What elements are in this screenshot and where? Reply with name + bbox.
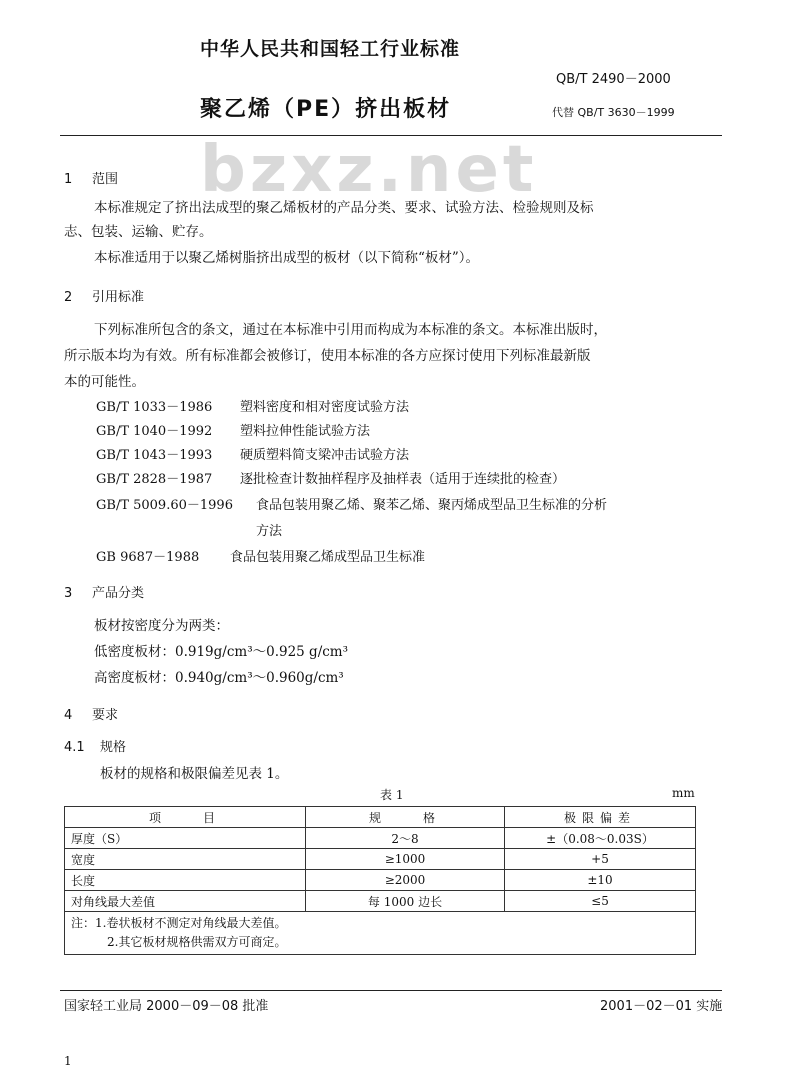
section-2-heading: [64, 286, 144, 305]
section-4-heading: [64, 704, 118, 723]
page-number: 1: [64, 1054, 72, 1068]
table-header: 项 目: [65, 807, 306, 828]
implementation-date: 2001－02－01 实施: [600, 999, 723, 1014]
table-cell: 宽度: [65, 849, 306, 870]
section-title: 产品分类: [92, 586, 145, 601]
table-row: [65, 828, 696, 849]
table-unit: mm: [672, 786, 695, 800]
table-note: [65, 912, 696, 955]
table-note-row: [65, 912, 696, 955]
paragraph-line: 板材按密度分为两类：: [94, 618, 229, 634]
subsection-4-1-heading: [64, 736, 126, 755]
table-title: 表 1: [380, 788, 404, 802]
reference-title: 硬质塑料简支梁冲击试验方法: [240, 448, 410, 463]
reference-code: GB/T 1043－1993: [96, 448, 213, 463]
section-title: 引用标准: [92, 290, 145, 305]
reference-title: 逐批检查计数抽样程序及抽样表（适用于连续批的检查）: [240, 472, 566, 487]
table-cell: ±10: [505, 870, 696, 891]
reference-title: 塑料拉伸性能试验方法: [240, 424, 371, 439]
header-divider: [60, 135, 722, 136]
approval-line: 国家轻工业局 2000－09－08 批准: [64, 999, 269, 1014]
reference-code: GB/T 2828－1987: [96, 472, 213, 487]
table-cell: 2～8: [306, 828, 505, 849]
section-number: 1: [64, 172, 73, 187]
table-header-row: [65, 807, 696, 828]
watermark: bzxz.net: [200, 133, 538, 207]
table-row: [65, 870, 696, 891]
table-cell: ±（0.08～0.03S）: [505, 828, 696, 849]
reference-code: GB 9687－1988: [96, 550, 200, 565]
subsection-title: 规格: [100, 740, 127, 755]
table-cell: +5: [505, 849, 696, 870]
table-row: [65, 849, 696, 870]
table-cell: ≤5: [505, 891, 696, 912]
paragraph-line: 本标准规定了挤出法成型的聚乙烯板材的产品分类、要求、试验方法、检验规则及标: [94, 200, 594, 216]
table-note-line: 注：1.卷状板材不测定对角线最大差值。: [71, 916, 287, 930]
reference-title-continued: 方法: [256, 524, 283, 539]
reference-code: GB/T 5009.60－1996: [96, 498, 233, 513]
reference-title: 食品包装用聚乙烯成型品卫生标准: [230, 550, 426, 565]
reference-title: 塑料密度和相对密度试验方法: [240, 400, 410, 415]
table-cell: ≥1000: [306, 849, 505, 870]
footer-divider: [60, 990, 722, 991]
section-title: 要求: [92, 708, 119, 723]
paragraph-line: 本标准适用于以聚乙烯树脂挤出成型的板材（以下简称“板材”）。: [94, 250, 480, 266]
reference-code: GB/T 1033－1986: [96, 400, 213, 415]
table-cell: 对角线最大差值: [65, 891, 306, 912]
section-number: 2: [64, 290, 73, 305]
org-title: 中华人民共和国轻工行业标准: [199, 38, 460, 60]
table-cell: ≥2000: [306, 870, 505, 891]
table-cell: 长度: [65, 870, 306, 891]
table-cell: 每 1000 边长: [306, 891, 505, 912]
reference-code: GB/T 1040－1992: [96, 424, 213, 439]
spec-table: [64, 806, 696, 955]
document-title: 聚乙烯（PE）挤出板材: [200, 97, 452, 122]
table-header: 极限偏差: [505, 807, 696, 828]
table-cell: 厚度（S）: [65, 828, 306, 849]
standard-number: QB/T 2490－2000: [556, 72, 671, 87]
paragraph-line: 所示版本均为有效。所有标准都会被修订，使用本标准的各方应探讨使用下列标准最新版: [64, 348, 591, 364]
paragraph-line: 板材的规格和极限偏差见表 1。: [100, 766, 289, 782]
density-high: 高密度板材：0.940g/cm³～0.960g/cm³: [94, 670, 344, 686]
replaces-standard: 代替 QB/T 3630－1999: [552, 106, 675, 119]
paragraph-line: 本的可能性。: [64, 374, 145, 390]
table-note-line: 2.其它板材规格供需双方可商定。: [107, 935, 287, 949]
section-number: 4: [64, 708, 73, 723]
table-header: 规 格: [306, 807, 505, 828]
paragraph-line: 志、包装、运输、贮存。: [64, 224, 213, 240]
subsection-number: 4.1: [64, 740, 85, 755]
section-1-heading: [64, 168, 118, 187]
paragraph-line: 下列标准所包含的条文，通过在本标准中引用而构成为本标准的条文。本标准出版时，: [94, 322, 607, 338]
density-low: 低密度板材：0.919g/cm³～0.925 g/cm³: [94, 644, 349, 660]
section-3-heading: [64, 582, 144, 601]
table-row: [65, 891, 696, 912]
reference-title: 食品包装用聚乙烯、聚苯乙烯、聚丙烯成型品卫生标准的分析: [256, 498, 608, 513]
section-title: 范围: [92, 172, 119, 187]
section-number: 3: [64, 586, 73, 601]
